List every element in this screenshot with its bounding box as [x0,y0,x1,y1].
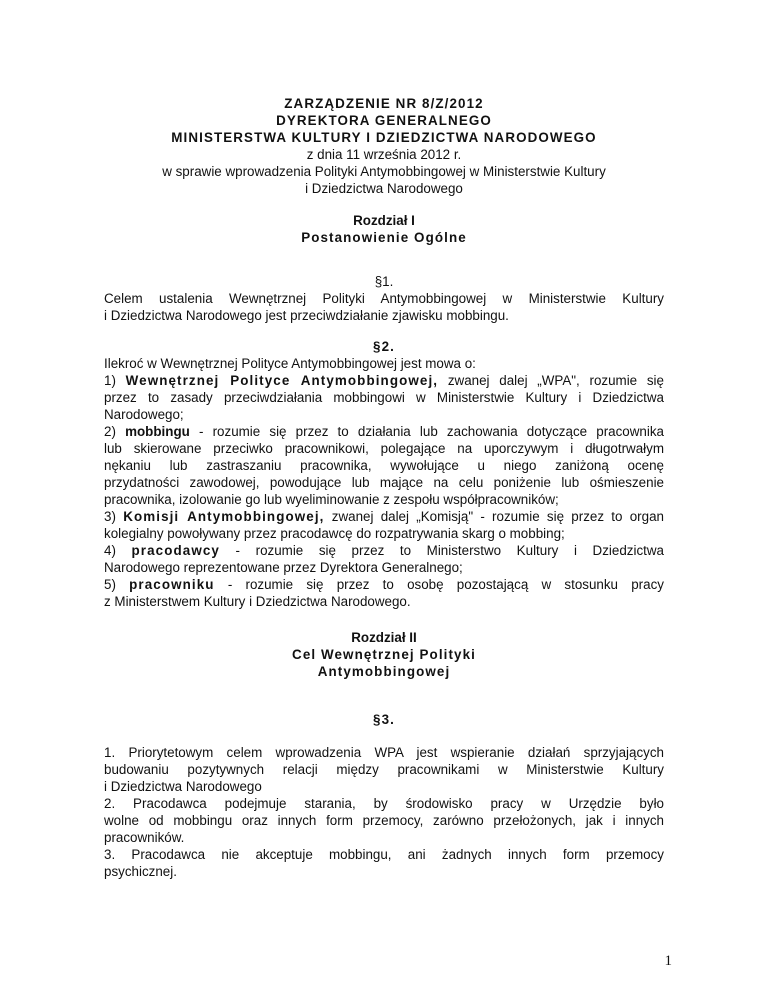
ordinance-subject-line-1: w sprawie wprowadzenia Polityki Antymobbingowej w Ministerstwie Kultury [162,164,606,179]
ministry-name: MINISTERSTWA KULTURY I DZIEDZICTWA NARODOWEGO [171,130,597,145]
section-3-para-3-line-2: psychicznej. [104,864,177,879]
section-1-line-1: Celem ustalenia Wewnętrznej Polityki Antymobbingowej w Ministerstwie Kultury [104,291,664,306]
definition-2-text: - rozumie się przez to działania lub zachowania dotyczące pracownika [198,424,664,439]
chapter-2-title: Rozdział II [351,630,417,645]
definition-2-line-5: pracownika, izolowanie go lub wyeliminowanie z zespołu współpracowników; [104,492,559,507]
definition-2-number: 2) [104,424,116,439]
definition-3-number: 3) [104,509,116,524]
definition-5-line-2: z Ministerstwem Kultury i Dziedzictwa Narodowego. [104,594,411,609]
section-2-mark: §2. [373,339,395,354]
section-3-para-3-line-1: 3. Pracodawca nie akceptuje mobbingu, ani żadnych innych form przemocy [104,847,664,862]
ordinance-subject-line-2: i Dziedzictwa Narodowego [305,181,463,196]
section-1-line-2: i Dziedzictwa Narodowego jest przeciwdziałanie zjawisku mobbingu. [104,308,509,323]
definition-1-number: 1) [104,373,116,388]
definition-3-term: Komisji Antymobbingowej, [123,509,325,524]
ordinance-title: ZARZĄDZENIE NR 8/Z/2012 [284,96,484,111]
definition-4-text: - rozumie się przez to Ministerstwo Kultury i Dziedzictwa [235,543,664,558]
definition-1-line-1 [104,373,664,389]
section-1-mark: §1. [374,274,394,289]
page-number: 1 [664,953,672,969]
definition-4-term: pracodawcy [131,543,220,558]
definition-2-line-1 [104,424,664,440]
section-3-para-2-line-3: pracowników. [104,830,185,845]
section-3-para-2-line-2: wolne od mobbingu oraz innych form przemocy, zarówno przełożonych, jak i innych [104,813,664,828]
definition-5-term: pracowniku [129,577,215,592]
issuer-title: DYREKTORA GENERALNEGO [276,113,492,128]
chapter-2-name-line-2: Antymobbingowej [317,664,451,679]
definition-2-line-3: nękaniu lub zastraszaniu pracownika, wywołujące u niego zaniżoną ocenę [104,458,664,473]
section-3-para-1-line-2: budowaniu pozytywnych relacji między pracownikami w Ministerstwie Kultury [104,762,664,777]
definition-3-line-1 [104,509,664,525]
definition-4-line-2: Narodowego reprezentowane przez Dyrektora Generalnego; [104,560,463,575]
section-2-intro: Ilekroć w Wewnętrznej Polityce Antymobbingowej jest mowa o: [104,356,476,371]
definition-3-line-2: kolegialny powoływany przez pracodawcę do rozpatrywania skarg o mobbing; [104,526,565,541]
definition-5-text: - rozumie się przez to osobę pozostającą w stosunku pracy [227,577,664,592]
definition-1-text: zwanej dalej „WPA", rozumie się [447,373,664,388]
definition-5-line-1 [104,577,664,593]
chapter-1-title: Rozdział I [353,213,415,228]
ordinance-date: z dnia 11 września 2012 r. [306,147,462,162]
definition-5-number: 5) [104,577,116,592]
chapter-1-name: Postanowienie Ogólne [301,230,467,245]
section-3-para-1-line-3: i Dziedzictwa Narodowego [104,779,262,794]
section-3-para-1-line-1: 1. Priorytetowym celem wprowadzenia WPA jest wspieranie działań sprzyjających [104,745,664,760]
definition-1-term: Wewnętrznej Polityce Antymobbingowej, [125,373,439,388]
definition-3-text: zwanej dalej „Komisją" - rozumie się przez to organ [331,509,664,524]
definition-1-line-2: przez to zasady przeciwdziałania mobbingowi w Ministerstwie Kultury i Dziedzictwa [104,390,664,405]
section-3-para-2-line-1: 2. Pracodawca podejmuje starania, by środowisko pracy w Urzędzie było [104,796,664,811]
definition-4-line-1 [104,543,664,559]
definition-2-line-2: lub skierowane przeciwko pracownikowi, polegające na uporczywym i długotrwałym [104,441,664,456]
chapter-2-name-line-1: Cel Wewnętrznej Polityki [292,647,476,662]
section-3-mark: §3. [373,712,395,727]
definition-4-number: 4) [104,543,116,558]
definition-2-term: mobbingu [125,424,190,439]
definition-2-line-4: przydatności zawodowej, powodujące lub mające na celu poniżenie lub ośmieszenie [104,475,664,490]
definition-1-line-3: Narodowego; [104,407,184,422]
